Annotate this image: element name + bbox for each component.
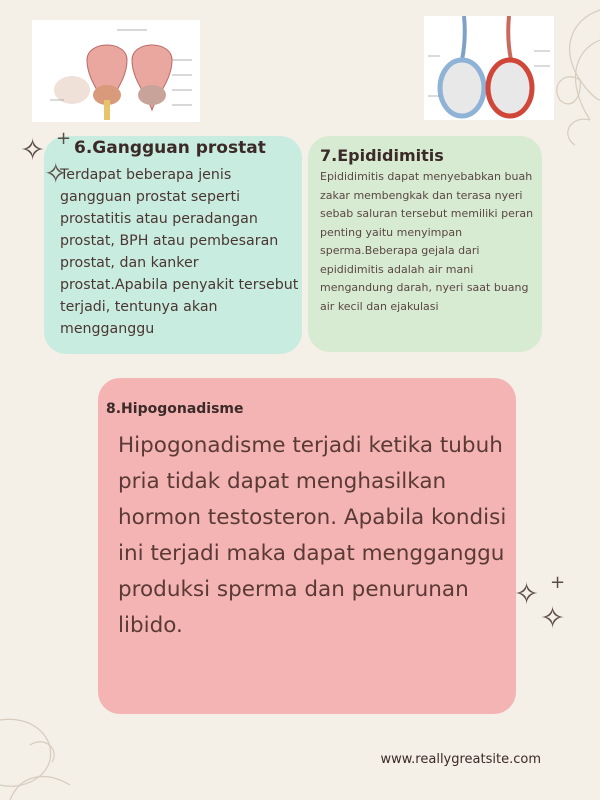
sparkle-icon: ✧ [514, 577, 540, 612]
testis-anatomy-image [424, 16, 554, 120]
section-title: 7.Epididimitis [320, 146, 444, 165]
section-body: Terdapat beberapa jenis gangguan prostat seperti prostatitis atau peradangan prostat, BPH atau pembesaran prostat, dan kanker prostat.Apabila penyakit tersebut terjadi, tentunya akan mengganggu [60, 167, 299, 337]
section-title: 8.Hipogonadisme [106, 401, 244, 417]
sparkle-icon: ✧ [540, 601, 566, 636]
section-body: Epididimitis dapat menyebabkan buah zakar membengkak dan terasa nyeri sebab saluran tersebut memiliki peran penting yaitu menyimpan sperma.Beberapa gejala dari epididimitis adalah air mani mengandung darah, nyeri saat buang air kecil dan ejakulasi [320, 170, 534, 313]
section-body: Hipogonadisme terjadi ketika tubuh pria tidak dapat menghasilkan hormon testosteron. Apabila kondisi ini terjadi maka dapat mengganggu produksi sperma dan penurunan libido. [118, 433, 507, 638]
plus-icon: + [550, 572, 566, 593]
floral-decoration-bottom-left [0, 700, 90, 800]
website-url: www.reallygreatsite.com [380, 752, 541, 767]
sparkle-icon: ✧ [44, 157, 68, 190]
plus-icon: + [56, 128, 72, 149]
section-title: 6.Gangguan prostat [74, 138, 266, 158]
sparkle-icon: ✧ [20, 133, 46, 168]
prostate-anatomy-image [32, 20, 200, 122]
